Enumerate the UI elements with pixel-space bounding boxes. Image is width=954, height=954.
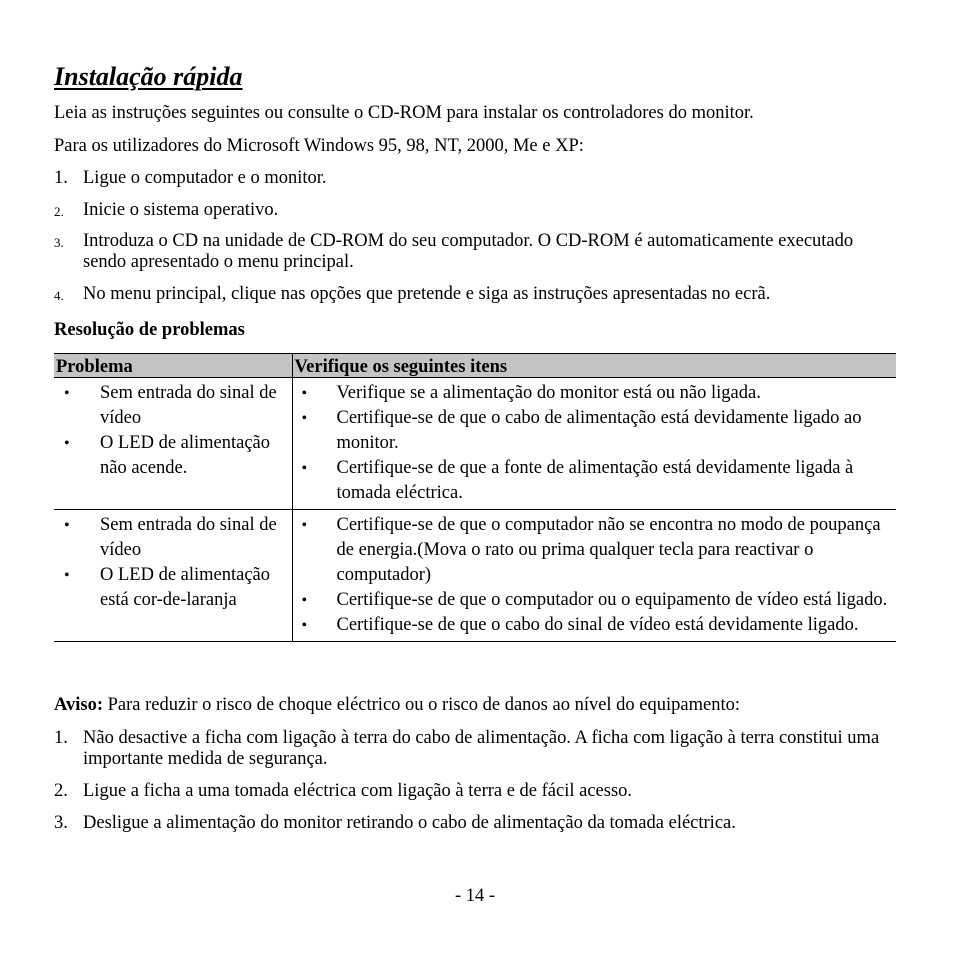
install-step [54, 284, 896, 305]
troubleshooting-table [54, 353, 896, 642]
warning-step [54, 728, 896, 770]
problem-text: Sem entrada do sinal de vídeo [100, 383, 277, 428]
bullet-icon: • [301, 517, 308, 534]
step-number: 2. [54, 204, 64, 219]
check-item [297, 588, 895, 613]
step-number: 4. [54, 288, 64, 303]
check-text: Certifique-se de que o cabo de alimentação está devidamente ligado ao monitor. [336, 408, 862, 453]
warning-step [54, 781, 896, 802]
problem-item [58, 381, 290, 431]
problem-text: O LED de alimentação não acende. [100, 433, 271, 478]
step-number: 1. [54, 728, 68, 748]
table-row [54, 378, 896, 510]
bullet-icon: • [64, 435, 70, 452]
check-item [297, 613, 895, 638]
warning-step [54, 813, 896, 834]
install-step [54, 231, 896, 273]
column-header-checks: Verifique os seguintes itens [292, 354, 896, 378]
column-header-problem: Problema [54, 354, 292, 378]
bullet-icon: • [301, 617, 308, 634]
troubleshooting-heading: Resolução de problemas [54, 320, 245, 340]
bullet-icon: • [301, 385, 308, 402]
checks-cell [292, 510, 896, 642]
problem-text: Sem entrada do sinal de vídeo [100, 515, 277, 560]
page-title: Instalação rápida [54, 62, 243, 91]
problem-cell [54, 378, 292, 510]
intro-paragraph: Leia as instruções seguintes ou consulte o CD-ROM para instalar os controladores do monitor. [54, 103, 754, 123]
step-number: 3. [54, 235, 64, 250]
step-number: 2. [54, 781, 68, 801]
step-number: 3. [54, 813, 68, 833]
check-text: Certifique-se de que a fonte de alimentação está devidamente ligada à tomada eléctrica. [336, 458, 854, 503]
bullet-icon: • [301, 460, 308, 477]
bullet-icon: • [301, 592, 308, 609]
bullet-icon: • [64, 517, 70, 534]
step-text: Ligue o computador e o monitor. [83, 168, 327, 188]
check-text: Certifique-se de que o computador ou o equipamento de vídeo está ligado. [336, 590, 888, 610]
bullet-icon: • [64, 567, 70, 584]
check-item [297, 406, 895, 456]
checks-cell [292, 378, 896, 510]
check-item [297, 456, 895, 506]
step-number: 1. [54, 168, 68, 188]
warning-paragraph [54, 694, 740, 716]
page-number: - 14 - [454, 886, 496, 906]
install-step [54, 200, 896, 221]
step-text: Inicie o sistema operativo. [83, 200, 279, 220]
step-text: Introduza o CD na unidade de CD-ROM do seu computador. O CD-ROM é automaticamente executado sendo apresentado o menu principal. [83, 231, 854, 272]
table-row [54, 510, 896, 642]
problem-item [58, 431, 290, 481]
check-text: Certifique-se de que o computador não se encontra no modo de poupança de energia.(Mova o rato ou prima qualquer tecla para reactivar o computador) [336, 515, 881, 585]
table-header-row [54, 354, 896, 378]
step-text: Ligue a ficha a uma tomada eléctrica com ligação à terra e de fácil acesso. [83, 781, 633, 801]
problem-text: O LED de alimentação está cor-de-laranja [100, 565, 271, 610]
install-step [54, 168, 896, 189]
warning-label: Aviso: [54, 695, 103, 715]
warning-text: Para reduzir o risco de choque eléctrico ou o risco de danos ao nível do equipamento: [103, 695, 741, 715]
problem-cell [54, 510, 292, 642]
check-text: Certifique-se de que o cabo do sinal de vídeo está devidamente ligado. [336, 615, 859, 635]
step-text: No menu principal, clique nas opções que pretende e siga as instruções apresentadas no ecrã. [83, 284, 771, 304]
bullet-icon: • [301, 410, 308, 427]
check-text: Verifique se a alimentação do monitor está ou não ligada. [336, 383, 761, 403]
check-item [297, 513, 895, 588]
problem-item [58, 513, 290, 563]
step-text: Desligue a alimentação do monitor retirando o cabo de alimentação da tomada eléctrica. [83, 813, 736, 833]
check-item [297, 381, 895, 406]
bullet-icon: • [64, 385, 70, 402]
problem-item [58, 563, 290, 613]
step-text: Não desactive a ficha com ligação à terra do cabo de alimentação. A ficha com ligação à terra constitui uma importante medida de segurança. [83, 728, 880, 769]
intro-paragraph: Para os utilizadores do Microsoft Windows 95, 98, NT, 2000, Me e XP: [54, 136, 584, 156]
